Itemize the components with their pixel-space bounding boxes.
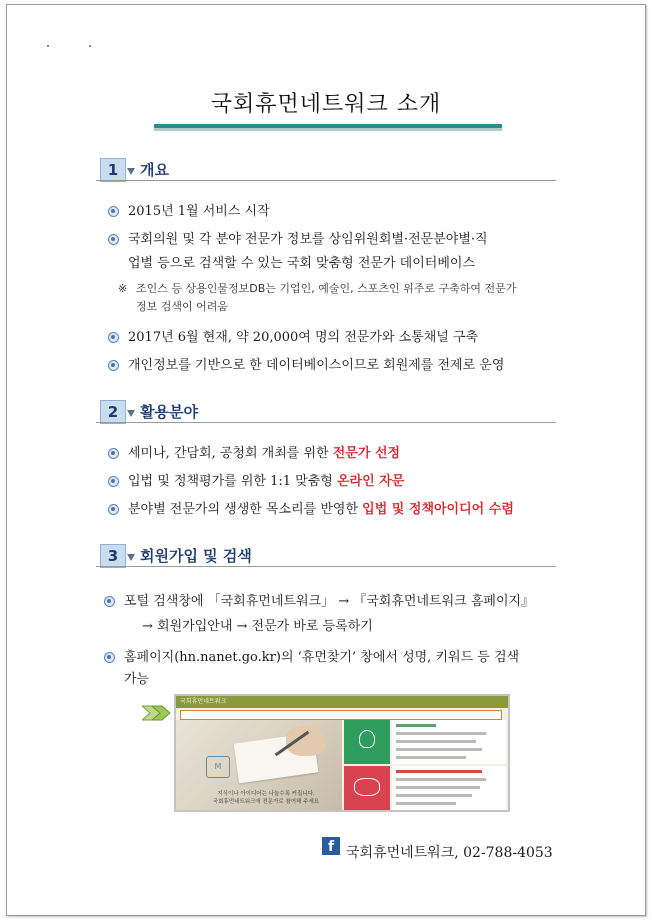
screenshot-hero-photo [176,720,342,810]
scan-dot [47,45,49,47]
lightbulb-icon [344,720,390,764]
section-label: 개요 [140,161,169,179]
bullet-circle-icon [108,476,119,487]
bullet-circle-icon [104,652,115,663]
bullet-circle-icon [108,234,119,245]
bullet-circle-icon [108,360,119,371]
triangle-icon [127,410,135,417]
bullet-circle-icon [104,596,115,607]
section-divider [96,422,556,423]
triangle-icon [127,554,135,561]
highlight-text: 온라인 자문 [336,474,405,489]
footer-contact: 국회휴먼네트워크, 02-788-4053 [346,845,553,861]
homepage-screenshot [174,694,510,812]
highlight-text: 전문가 선정 [332,446,401,461]
screenshot-caption: 지식이나 아이디어는 나눌수록 커집니다. 국회휴먼네트워크에 전문가로 참여해 주세요 [212,791,320,805]
section-number: 1 [100,158,126,182]
facebook-icon: f [322,837,340,855]
scan-dot [89,45,91,47]
screenshot-panel [392,720,506,764]
bullet-circle-icon [108,448,119,459]
section-label: 활용분야 [140,403,198,421]
section-header-signup [96,544,556,568]
bullet-circle-icon [108,332,119,343]
title-underline-shadow [154,128,502,131]
screenshot-topbar: 국회휴먼네트워크 [176,696,508,708]
page-title: 국회휴먼네트워크 소개 [210,92,442,117]
bullet-circle-icon [108,206,119,217]
screenshot-panel [392,766,506,810]
section-divider [96,566,556,567]
triangle-icon [127,168,135,175]
bullet-circle-icon [108,504,119,515]
section-number: 2 [100,400,126,424]
section-label: 회원가입 및 검색 [140,547,252,565]
section-header-overview [96,158,556,182]
section-divider [96,180,556,181]
double-arrow-icon [142,704,172,722]
section-number: 3 [100,544,126,568]
people-icon [344,766,390,810]
note-mark: ※ [118,282,128,295]
highlight-text: 입법 및 정책아이디어 수렴 [362,502,514,517]
screenshot-search-bar [180,710,502,720]
section-header-usage [96,400,556,424]
list-item-continuation: → 회원가입안내 → 전문가 바로 등록하기 [142,619,373,634]
logo-icon: M [206,756,230,778]
